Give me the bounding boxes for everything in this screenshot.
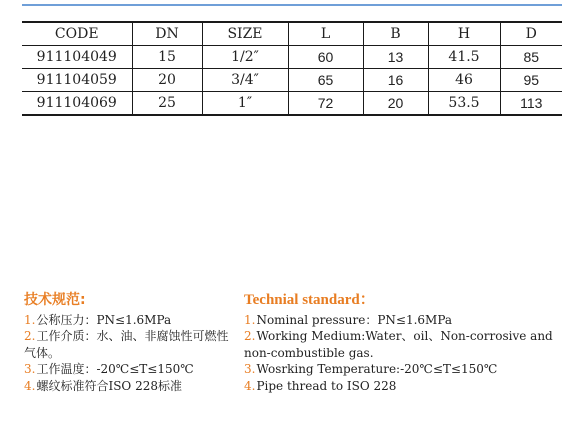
header-l: L [288,22,363,46]
cell-l: 72 [288,92,363,116]
table-row [22,46,562,69]
cell-size: 3/4″ [202,69,288,92]
cell-code: 911104059 [36,72,117,88]
section-title-cn: 技术规范: [24,292,86,308]
item-text: Pipe thread to ISO 228 [256,378,397,393]
item-number: 4. [244,378,256,393]
cell-size: 1/2″ [202,46,288,69]
item-text: 公称压力：PN≤1.6MPa [36,312,172,327]
cell-dn: 25 [132,92,202,116]
item-number: 2. [24,329,36,343]
header-b: B [363,22,428,46]
item-number: 3. [24,362,36,376]
cell-h: 41.5 [428,46,500,69]
cell-code: 911104049 [36,49,117,65]
item-number: 2. [244,329,256,343]
list-item [24,361,238,378]
technical-standard-english [244,292,564,394]
technical-standard-chinese [24,292,238,394]
item-text: Nominal pressure：PN≤1.6MPa [256,312,453,327]
spec-table [22,21,562,116]
cell-d: 85 [500,46,562,69]
cell-l: 60 [288,46,363,69]
spec-list-en [244,312,564,395]
cell-size: 1″ [202,92,288,116]
table-row [22,69,562,92]
header-d: D [500,22,562,46]
spec-list-cn [24,312,238,395]
cell-h: 46 [428,69,500,92]
item-text: 工作介质：水、油、非腐蚀性可燃性气体。 [24,329,229,360]
table-header-row [22,22,562,46]
cell-l: 65 [288,69,363,92]
cell-b: 16 [363,69,428,92]
item-number: 1. [244,312,256,327]
item-text: Wosrking Temperature:-20℃≤T≤150℃ [256,362,498,376]
header-code: CODE [54,26,99,42]
cell-b: 20 [363,92,428,116]
list-item [24,328,238,361]
list-item [244,312,564,329]
cell-b: 13 [363,46,428,69]
item-number: 1. [24,312,36,327]
cell-h: 53.5 [428,92,500,116]
header-dn: DN [132,22,202,46]
header-size: SIZE [202,22,288,46]
table-row [22,92,562,116]
cell-dn: 20 [132,69,202,92]
list-item [24,378,238,395]
section-title-en: Technial standard： [244,292,375,308]
item-text: Working Medium:Water、oil、Non-corrosive and non-combustible gas. [244,329,553,360]
item-number: 4. [24,378,36,393]
list-item [244,328,564,361]
top-accent-rule [22,4,562,6]
cell-d: 113 [500,92,562,116]
list-item [244,378,564,395]
cell-dn: 15 [132,46,202,69]
item-text: 螺纹标准符合ISO 228标准 [36,378,182,393]
header-h: H [428,22,500,46]
list-item [244,361,564,378]
list-item [24,312,238,329]
cell-d: 95 [500,69,562,92]
cell-code: 911104069 [36,95,117,111]
item-number: 3. [244,362,256,376]
item-text: 工作温度：-20℃≤T≤150℃ [36,362,194,376]
